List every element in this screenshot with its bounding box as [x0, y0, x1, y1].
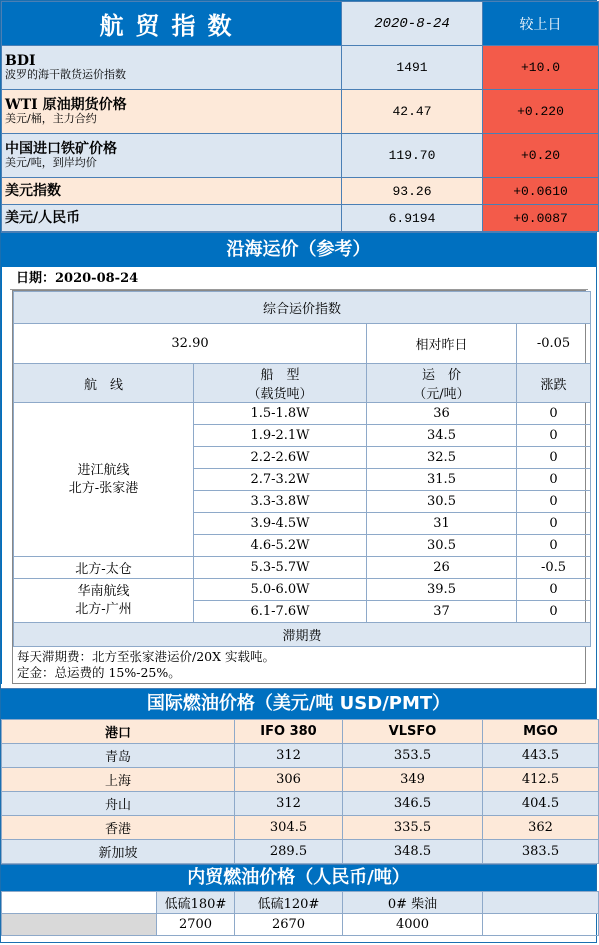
table-row	[2, 792, 599, 816]
rate-value: 32.5	[367, 447, 517, 469]
table-row	[2, 840, 599, 864]
index-value: 1491	[342, 46, 483, 90]
fuel-table	[1, 719, 599, 864]
empty-cell	[483, 914, 599, 936]
ifo-price: 304.5	[235, 816, 343, 840]
index-change: +0.220	[483, 90, 599, 134]
index-sub: 波罗的海干散货运价指数	[5, 68, 126, 82]
index-row-usd	[2, 178, 599, 205]
ifo-price: 312	[235, 744, 343, 768]
port-name: 舟山	[2, 792, 235, 816]
table-row	[2, 816, 599, 840]
ship-size: 1.5-1.8W	[194, 403, 367, 425]
fuel-type-header: 低硫180#	[157, 892, 235, 914]
relative-label: 相对昨日	[367, 324, 517, 364]
fuel-type-header: 低硫120#	[235, 892, 343, 914]
table-row	[14, 557, 591, 579]
index-row-bdi	[2, 46, 599, 90]
rate-change: 0	[517, 535, 591, 557]
table-row	[14, 579, 591, 601]
fuel-title: 国际燃油价格（美元/吨 USD/PMT）	[1, 688, 596, 719]
table-row	[2, 768, 599, 792]
route-name-sub: 北方-广州	[75, 601, 132, 617]
vlsfo-header: VLSFO	[343, 720, 483, 744]
demurrage-notes	[13, 647, 585, 683]
coastal-table	[13, 291, 591, 647]
composite-label: 综合运价指数	[14, 292, 591, 324]
index-sub: 美元/吨，到岸均价	[5, 156, 97, 170]
index-value: 6.9194	[342, 205, 483, 232]
coastal-date: 日期：2020-08-24	[10, 269, 588, 290]
port-name: 香港	[2, 816, 235, 840]
rate-change: 0	[517, 601, 591, 623]
empty-cell	[2, 892, 157, 914]
port-name: 青岛	[2, 744, 235, 768]
ship-size: 2.7-3.2W	[194, 469, 367, 491]
domestic-title: 内贸燃油价格（人民币/吨）	[1, 864, 596, 891]
fuel-price: 4000	[343, 914, 483, 936]
composite-value: 32.90	[14, 324, 367, 364]
index-change: +0.0610	[483, 178, 599, 205]
index-name: 美元/人民币	[5, 209, 81, 226]
port-name: 新加坡	[2, 840, 235, 864]
relative-value: -0.05	[517, 324, 591, 364]
index-row-usdcny	[2, 205, 599, 232]
route-header: 航 线	[14, 364, 194, 403]
deposit-note: 定金：总运费的 15%-25%。	[17, 665, 181, 680]
demurrage-label: 滞期费	[14, 623, 591, 647]
change-header: 涨跌	[517, 364, 591, 403]
port-name: 上海	[2, 768, 235, 792]
index-name: BDI	[5, 53, 36, 70]
route-name-sub: 北方-张家港	[68, 480, 139, 496]
domestic-table	[1, 891, 599, 936]
rate-change: 0	[517, 579, 591, 601]
vlsfo-price: 346.5	[343, 792, 483, 816]
ship-size: 6.1-7.6W	[194, 601, 367, 623]
rate-change: 0	[517, 491, 591, 513]
ship-size: 5.0-6.0W	[194, 579, 367, 601]
rate-change: 0	[517, 403, 591, 425]
rate-value: 30.5	[367, 535, 517, 557]
ship-header: 船 型	[260, 368, 300, 383]
rate-value: 39.5	[367, 579, 517, 601]
route-name: 进江航线	[77, 462, 130, 478]
rate-value: 34.5	[367, 425, 517, 447]
vlsfo-price: 353.5	[343, 744, 483, 768]
ship-size: 5.3-5.7W	[194, 557, 367, 579]
index-change: +0.20	[483, 134, 599, 178]
coastal-title: 沿海运价（参考）	[1, 232, 596, 267]
fuel-type-header: 0# 柴油	[343, 892, 483, 914]
index-row-wti	[2, 90, 599, 134]
ship-size: 1.9-2.1W	[194, 425, 367, 447]
index-value: 42.47	[342, 90, 483, 134]
rate-value: 31	[367, 513, 517, 535]
compare-header: 较上日	[483, 2, 599, 46]
ship-size: 3.3-3.8W	[194, 491, 367, 513]
mgo-price: 412.5	[483, 768, 599, 792]
index-change: +10.0	[483, 46, 599, 90]
rate-header-sub: （元/吨）	[413, 387, 470, 402]
ifo-price: 306	[235, 768, 343, 792]
rate-change: -0.5	[517, 557, 591, 579]
ship-size: 4.6-5.2W	[194, 535, 367, 557]
ship-header-sub: （载货吨）	[247, 387, 313, 402]
mgo-price: 404.5	[483, 792, 599, 816]
rate-header: 运 价	[421, 368, 461, 383]
index-row-iron-ore	[2, 134, 599, 178]
rate-value: 26	[367, 557, 517, 579]
port-header: 港口	[2, 720, 235, 744]
coastal-frame	[12, 290, 586, 684]
table-row	[2, 744, 599, 768]
table-row	[14, 403, 591, 425]
fuel-price: 2700	[157, 914, 235, 936]
rate-value: 30.5	[367, 491, 517, 513]
fuel-price: 2670	[235, 914, 343, 936]
ship-size: 2.2-2.6W	[194, 447, 367, 469]
report-date: 2020-8-24	[342, 2, 483, 46]
index-change: +0.0087	[483, 205, 599, 232]
rate-change: 0	[517, 447, 591, 469]
vlsfo-price: 349	[343, 768, 483, 792]
index-value: 93.26	[342, 178, 483, 205]
vlsfo-price: 348.5	[343, 840, 483, 864]
page-title: 航贸指数	[2, 2, 342, 46]
demurrage-note: 每天滞期费：北方至张家港运价/20X 实载吨。	[17, 649, 275, 664]
rate-value: 31.5	[367, 469, 517, 491]
index-sub: 美元/桶，主力合约	[5, 112, 97, 126]
coastal-section	[1, 267, 596, 684]
mgo-header: MGO	[483, 720, 599, 744]
empty-cell	[2, 914, 157, 936]
route-name: 华南航线	[77, 583, 130, 599]
rate-change: 0	[517, 513, 591, 535]
ship-size: 3.9-4.5W	[194, 513, 367, 535]
index-table	[1, 1, 599, 232]
ifo-price: 289.5	[235, 840, 343, 864]
index-name: WTI 原油期货价格	[5, 97, 127, 114]
rate-change: 0	[517, 425, 591, 447]
index-name: 美元指数	[5, 182, 61, 199]
mgo-price: 443.5	[483, 744, 599, 768]
index-name: 中国进口铁矿价格	[5, 141, 117, 158]
empty-cell	[483, 892, 599, 914]
mgo-price: 383.5	[483, 840, 599, 864]
vlsfo-price: 335.5	[343, 816, 483, 840]
rate-value: 36	[367, 403, 517, 425]
route-name: 北方-太仓	[14, 557, 194, 579]
rate-change: 0	[517, 469, 591, 491]
ifo-header: IFO 380	[235, 720, 343, 744]
ifo-price: 312	[235, 792, 343, 816]
mgo-price: 362	[483, 816, 599, 840]
index-value: 119.70	[342, 134, 483, 178]
rate-value: 37	[367, 601, 517, 623]
